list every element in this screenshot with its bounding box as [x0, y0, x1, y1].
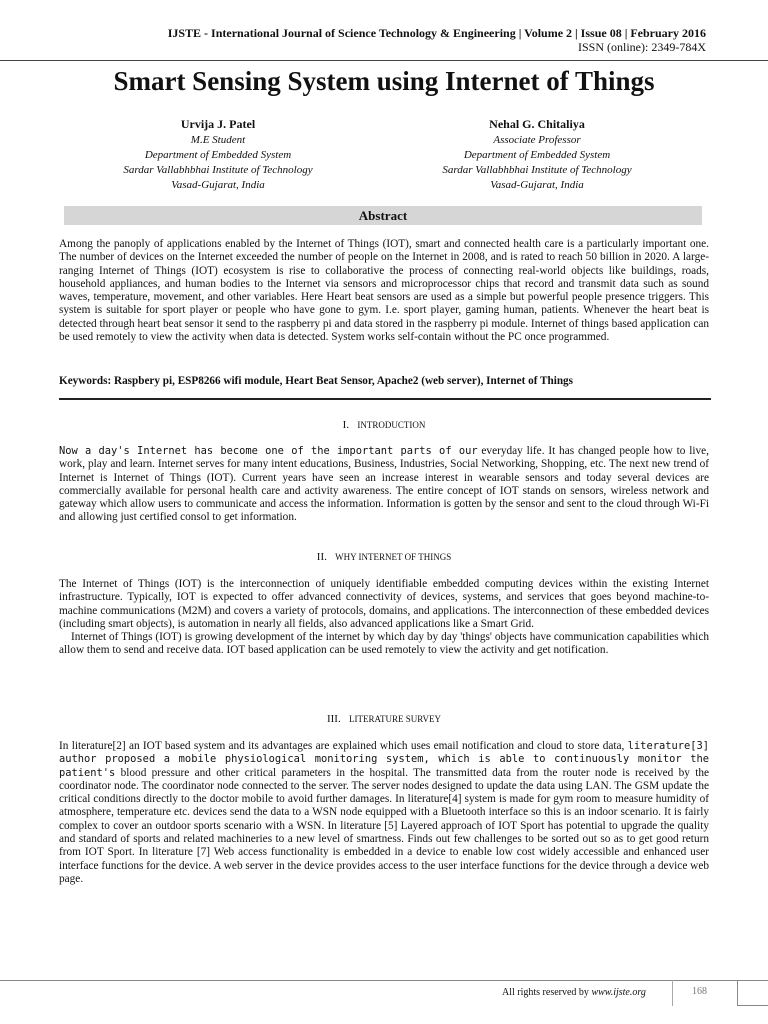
- introduction-body: everyday life. It has changed people how to live, work, play and learn. Internet serves for many intent educations, Business, Industries, Social Networking, Shopping, etc. The next new trend of Internet is Internet of Things (IOT). Current years have seen an increase interest in wearable sensors and today several devices are commercially available for personal health care and activity awareness. The entire concept of IOT stands on sensors, wireless network and gateway which allow users to communicate and access the information. Information is gotten by the sensor and sent to the cloud through Wi-Fi and allowing just certified consol to get information.: [59, 445, 709, 524]
- author-block: [387, 116, 687, 193]
- author-block: [68, 116, 368, 193]
- paper-title: Smart Sensing System using Internet of Things: [113, 66, 655, 96]
- author-department: Department of Embedded System: [144, 149, 292, 161]
- author-department: Department of Embedded System: [463, 149, 611, 161]
- introduction-lead: Now a day's Internet has become one of the important parts of our: [59, 445, 478, 457]
- section-title: INTRODUCTION: [357, 420, 426, 430]
- section-number: I.: [342, 419, 350, 431]
- abstract-paragraph: Among the panoply of applications enabled by the Internet of Things (IOT), smart and connected health care is a particularly important one. The number of devices on the Internet exceeded the number of people on the Internet in 2008, and is rated to reach 50 billion in 2020. A large-ranging Internet of Things (IOT) ecosystem is rise to collaborative the process of connecting real-world objects like buildings, roads, household appliances, and human bodies to the Internet via sensors and microprocessor chips that record and transmit data such as sound waves, temperature, movement, and other variables. Here Heart beat sensors are used as a simple but powerful people presence triggers. This system is suitable for sport player or people who have gone to gym. I.e. sport player, gaming human, patients. Whenever the heart beat is detected through heart beat sensor it send to the raspberry pi and data stored in the raspberry pi module. Internet of things based application can be used remotely to view the activity when data is detected. System works self-contain without the PC once programmed.: [59, 238, 709, 344]
- author-location: Vasad-Gujarat, India: [171, 179, 265, 191]
- author-institute: Sardar Vallabhbhai Institute of Technology: [123, 164, 313, 176]
- author-institute: Sardar Vallabhbhai Institute of Technology: [442, 164, 632, 176]
- literature-survey-text: [59, 740, 709, 886]
- page-corner-mark: [737, 981, 768, 1006]
- author-name: Nehal G. Chitaliya: [489, 117, 585, 131]
- introduction-paragraph: [59, 445, 709, 525]
- section-number: II.: [316, 551, 327, 563]
- section-heading-why-iot: [0, 551, 768, 563]
- footer-rule: [0, 980, 768, 981]
- section-heading-literature-survey: [0, 713, 768, 725]
- section-number: III.: [326, 713, 341, 725]
- footer-rights-label: All rights reserved by: [502, 987, 592, 998]
- why-iot-paragraph-2: Internet of Things (IOT) is growing development of the internet by which day by day 'things' objects have communication capabilities which allow them to send and receive data. IOT based application can be used remotely to view the activity and get notification.: [59, 631, 709, 657]
- section-title: WHY INTERNET OF THINGS: [335, 552, 452, 562]
- why-iot-paragraph-1: The Internet of Things (IOT) is the interconnection of uniquely identifiable embedded computing devices within the existing Internet infrastructure. Typically, IOT is expected to offer advanced connectivity of devices, systems, and services that goes beyond machine-to-machine communications (M2M) and covers a variety of protocols, domains, and applications. The interconnection of these embedded devices (including smart objects), is automation in nearly all fields, also advanced applications like a Smart Grid.: [59, 578, 709, 630]
- keywords: Keywords: Raspbery pi, ESP8266 wifi module, Heart Beat Sensor, Apache2 (web server), Internet of Things: [59, 375, 573, 387]
- author-role: Associate Professor: [493, 134, 581, 146]
- introduction-text: [59, 445, 709, 525]
- author-name: Urvija J. Patel: [180, 117, 256, 131]
- abstract-divider: [59, 398, 711, 400]
- abstract-heading: Abstract: [64, 206, 702, 225]
- issn: ISSN (online): 2349-784X: [578, 40, 706, 54]
- section-title: LITERATURE SURVEY: [348, 714, 442, 724]
- author-location: Vasad-Gujarat, India: [490, 179, 584, 191]
- footer-rights: [502, 987, 646, 998]
- literature-lead: In literature[2] an IOT based system and its advantages are explained which uses email notification and cloud to store data,: [59, 740, 628, 752]
- section-heading-introduction: [0, 419, 768, 431]
- why-iot-text: [59, 578, 709, 658]
- literature-body: blood pressure and other critical parameters in the hospital. The transmitted data from the router node is received by the coordinator node. The coordinator node connected to the server. The server nodes designed to update the data using LAN. The GSM update the critical conditions directly to the doctor mobile to avoid further damages. In literature[4] system is made for gym room to measure humidity of atmosphere, temperature etc. devices send the data to a WSN node equipped with a Bluetooth interface so this is an indoor scenario. It is fairly complex to cover an outdoor sports scenario with a WSN. In literature [5] Layered approach of IOT Sport has potential to upgrade the quality and standard of sports and related machineries to a new level of smartness. Finds out few challenges to be sorted out so as to get good return from IOT Sport. In literature [7] Web access functionality is embedded in a device to enable low cost widely accessible and enhanced user interface functions for the device. A web server in the device provides access to the user interface functions for the device through a device web page.: [59, 766, 709, 885]
- abstract-text: [59, 238, 709, 344]
- header-rule: [0, 60, 768, 61]
- author-role: M.E Student: [190, 134, 246, 146]
- footer-url[interactable]: www.ijste.org: [591, 987, 646, 998]
- page-number: 168: [692, 986, 707, 997]
- running-header: [168, 26, 706, 54]
- literature-paragraph: [59, 740, 709, 886]
- footer-divider: [672, 980, 673, 1006]
- literature-mono-line: literature[3] author proposed a mobile physiological monitoring system, which is able to continuously monitor the patient's: [59, 740, 709, 779]
- journal-name: IJSTE - International Journal of Science Technology & Engineering | Volume 2 | Issue 08 | February 2016: [167, 26, 706, 40]
